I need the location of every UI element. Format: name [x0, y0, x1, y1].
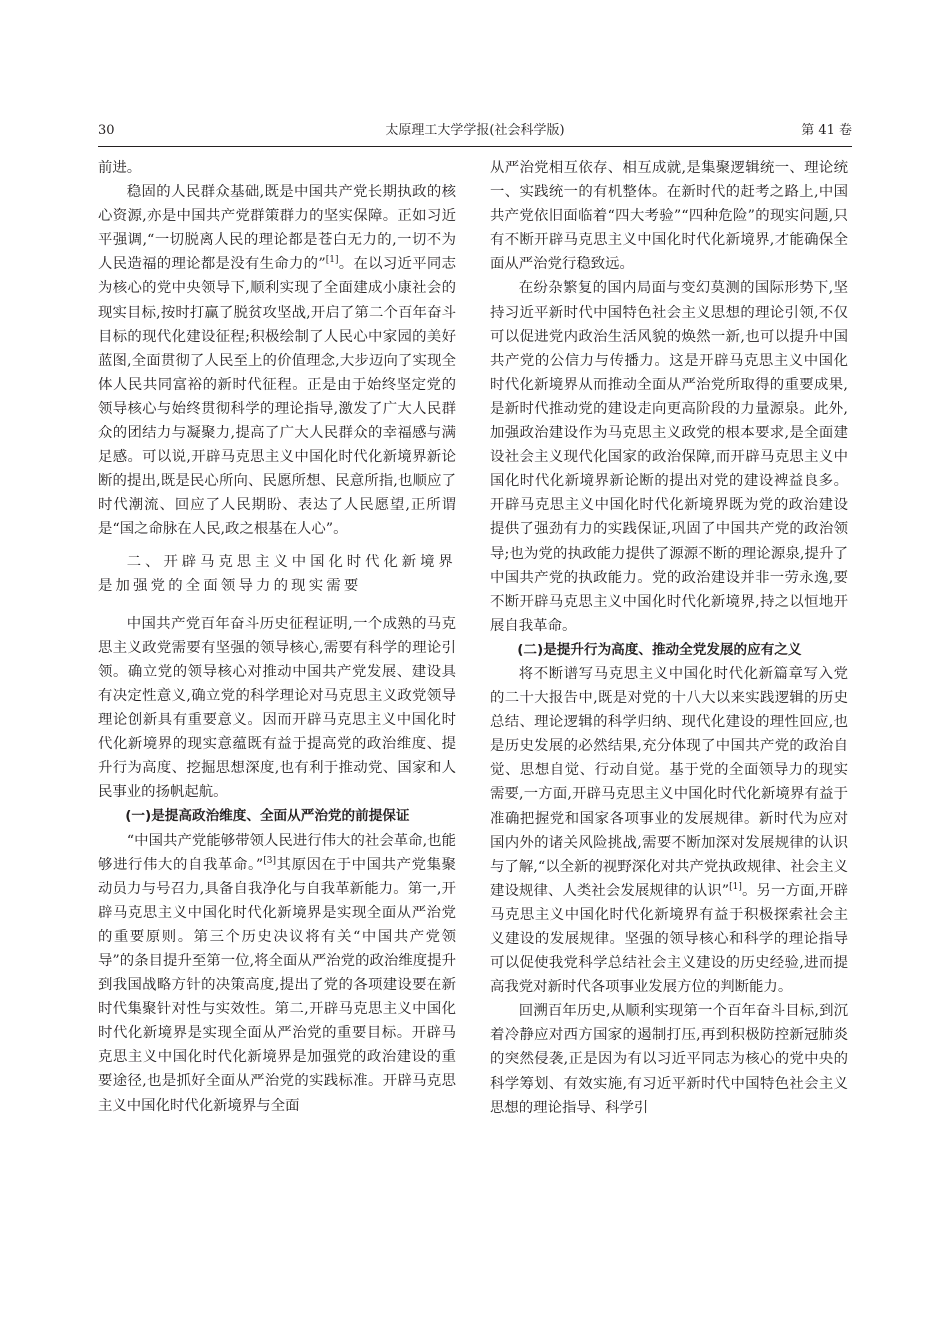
- text-run: 。在以习近平同志为核心的党中央领导下,顺利实现了全面建成小康社会的现实目标,按时打赢了脱贫攻坚战,开启了第二个百年奋斗目标的现代化建设征程;积极绘制了人民心中家园的美好蓝图,全面贯彻了人民至上的价值理念,大步迈向了实现全体人民共同富裕的新时代征程。正是由于始终坚定党的领导核心与始终贯彻科学的理论指导,激发了广大人民群众的团结力与凝聚力,提高了广大人民群众的幸福感与满足感。可以说,开辟马克思主义中国化时代化新境界新论断的提出,既是民心所向、民愿所想、民意所指,也顺应了时代潮流、回应了人民期盼、表达了人民愿望,正所谓是“国之命脉在人民,政之根基在人心”。: [98, 256, 456, 538]
- right-column: [490, 156, 848, 1120]
- text-run: 将不断谱写马克思主义中国化时代化新篇章写入党的二十大报告中,既是对党的十八大以来实践逻辑的历史总结、理论逻辑的科学归纳、现代化建设的理性回应,也是历史发展的必然结果,充分体现了中国共产党的政治自觉、思想自觉、行动自觉。基于党的全面领导力的现实需要,一方面,开辟马克思主义中国化时代化新境界有益于准确把握党和国家各项事业的发展规律。新时代为应对国内外的诸关风险挑战,需要不断加深对发展规律的认识与了解,“以全新的视野深化对共产党执政规律、社会主义建设规律、人类社会发展规律的认识”: [490, 665, 848, 899]
- left-column: [98, 156, 456, 1118]
- section-heading: 二、开辟马克思主义中国化时代化新境界是加强党的全面领导力的现实需要: [98, 553, 456, 594]
- journal-title: 太原理工大学学报(社会科学版): [385, 123, 565, 138]
- text-run: 其原因在于中国共产党集聚动员力与号召力,具备自我净化与自我革新能力。第一,开辟马克思主义中国化时代化新境界是实现全面从严治党的重要原则。第三个历史决议将有关“中国共产党领导”的条目提升至第一位,将全面从严治党的政治维度提升到我国战略方针的决策高度,提出了党的各项建设要在新时代集聚针对性与实效性。第二,开辟马克思主义中国化时代化新境界是实现全面从严治党的重要目标。开辟马克思主义中国化时代化新境界是加强党的政治建设的重要途径,也是抓好全面从严治党的实践标准。开辟马克思主义中国化时代化新境界与全面: [98, 856, 456, 1114]
- citation: [1]: [325, 255, 339, 266]
- text-run: “中国共产党能够带领人民进行伟大的社会革命,也能够进行伟大的自我革命。”: [98, 832, 456, 873]
- header-rule: [98, 146, 852, 147]
- subsection-heading: (一)是提高政治维度、全面从严治党的前提保证: [125, 808, 410, 825]
- paragraph: [98, 829, 456, 1118]
- paragraph: 从严治党相互依存、相互成就,是集聚逻辑统一、理论统一、实践统一的有机整体。在新时代的赶考之路上,中国共产党依旧面临着“四大考验”“四种危险”的现实问题,只有不断开辟马克思主义中国化时代化新境界,才能确保全面从严治党行稳致远。: [490, 160, 848, 273]
- paragraph: [98, 180, 456, 541]
- subsection-heading: (二)是提升行为高度、推动全党发展的应有之义: [517, 641, 802, 658]
- paragraph: 中国共产党百年奋斗历史征程证明,一个成熟的马克思主义政党需要有坚强的领导核心,需要有科学的理论引领。确立党的领导核心对推动中国共产党发展、建设具有决定性意义,确立党的科学理论对马克思主义政党领导理论创新具有重要意义。因而开辟马克思主义中国化时代化新境界的现实意蕴既有益于提高党的政治维度、提升行为高度、挖掘思想深度,也有利于推动党、国家和人民事业的扬帆起航。: [98, 615, 456, 801]
- running-header: [98, 120, 852, 142]
- citation: [3]: [263, 855, 276, 866]
- citation: [1]: [729, 882, 742, 893]
- paragraph: 在纷杂繁复的国内局面与变幻莫测的国际形势下,坚持习近平新时代中国特色社会主义思想的理论引领,不仅可以促进党内政治生活风貌的焕然一新,也可以提升中国共产党的公信力与传播力。这是开辟马克思主义中国化时代化新境界从而推动全面从严治党所取得的重要成果,是新时代推动党的建设走向更高阶段的力量源泉。此外,加强政治建设作为马克思主义政党的根本要求,是全面建设社会主义现代化国家的政治保障,而开辟马克思主义中国化时代化新境界新论断的提出对党的建设裨益良多。开辟马克思主义中国化时代化新境界既为党的政治建设提供了强劲有力的实践保证,巩固了中国共产党的政治领导;也为党的执政能力提供了源源不断的理论源泉,提升了中国共产党的执政能力。党的政治建设并非一劳永逸,要不断开辟马克思主义中国化时代化新境界,持之以恒地开展自我革命。: [490, 280, 848, 634]
- volume-label: 第 41 卷: [801, 123, 852, 138]
- paragraph: 前进。: [98, 160, 142, 176]
- page-number: 30: [98, 123, 115, 138]
- text-run: 稳固的人民群众基础,既是中国共产党长期执政的核心资源,亦是中国共产党群策群力的坚实保障。正如习近平强调,“一切脱离人民的理论都是苍白无力的,一切不为人民造福的理论都是没有生命力的”: [98, 184, 456, 273]
- paragraph: 回溯百年历史,从顺利实现第一个百年奋斗目标,到沉着冷静应对西方国家的遏制打压,再到积极防控新冠肺炎的突然侵袭,正是因为有以习近平同志为核心的党中央的科学筹划、有效实施,有习近平新时代中国特色社会主义思想的理论指导、科学引: [490, 1003, 848, 1116]
- paragraph: [490, 662, 848, 999]
- text-run: 。另一方面,开辟马克思主义中国化时代化新境界有益于积极探索社会主义建设的发展规律。坚强的领导核心和科学的理论指导可以促使我党科学总结社会主义建设的历史经验,进而提高我党对新时代各项事业发展方位的判断能力。: [490, 882, 849, 996]
